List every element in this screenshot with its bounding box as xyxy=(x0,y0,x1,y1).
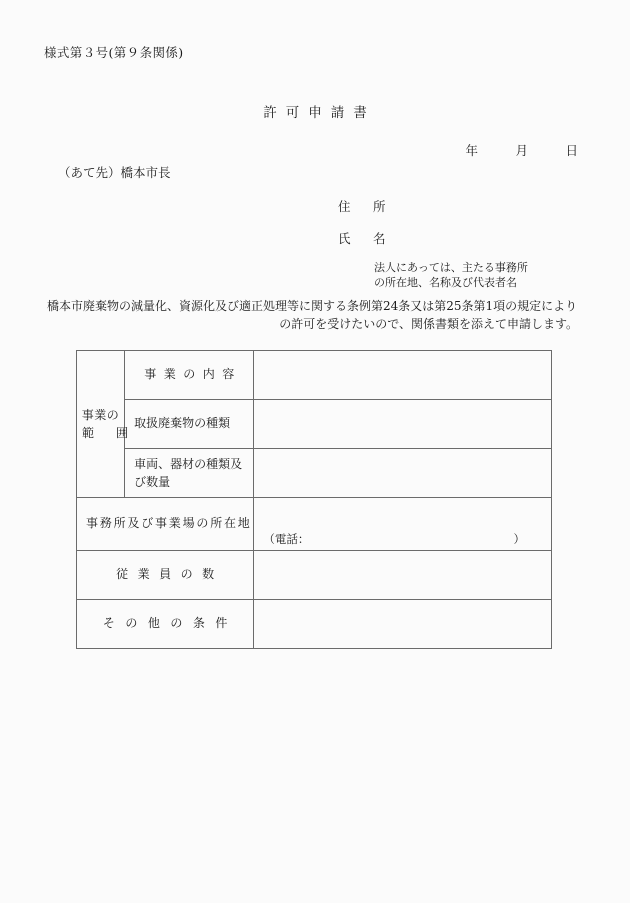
table-row xyxy=(77,400,552,449)
label-office-location: 事務所及び事業場の所在地 xyxy=(86,516,252,531)
label-cell-waste-type xyxy=(125,400,254,449)
application-table xyxy=(76,350,552,649)
table-row xyxy=(77,449,552,498)
value-other-conditions[interactable] xyxy=(254,594,551,654)
input-cell-office-location[interactable] xyxy=(254,498,552,551)
label-employee-count: 従業員の数 xyxy=(116,567,224,582)
label-cell-vehicle-equipment xyxy=(125,449,254,498)
scope-label-cell xyxy=(77,351,134,498)
telephone-field[interactable] xyxy=(254,498,551,550)
value-vehicle-equipment[interactable] xyxy=(254,443,551,503)
label-other-conditions: その他の条件 xyxy=(102,616,238,631)
applicant-name-label: 氏 名 xyxy=(338,231,391,246)
scope-label-line-2: 範 囲 xyxy=(82,426,134,440)
telephone-label: （電話： xyxy=(263,532,310,546)
table-row xyxy=(77,498,552,551)
label-cell-employee-count xyxy=(77,551,254,600)
body-paragraph-line-2: の許可を受けたいので、関係書類を添えて申請します。 xyxy=(279,317,578,331)
telephone-close-paren: ） xyxy=(513,532,525,546)
input-cell-waste-type[interactable] xyxy=(254,400,552,449)
body-paragraph-line-1: 橋本市廃棄物の減量化、資源化及び適正処理等に関する条例第24条又は第25条第1項の規定により xyxy=(47,299,578,313)
label-vehicle-equipment: 車両、器材の種類及び数量 xyxy=(134,457,243,489)
corporate-note-line-2: の所在地、名称及び代表者名 xyxy=(374,275,517,289)
table-row xyxy=(77,551,552,600)
page-title: 許可申請書 xyxy=(263,105,376,121)
input-cell-other-conditions[interactable] xyxy=(254,600,552,649)
label-cell-office-location xyxy=(77,498,254,551)
input-cell-business-content[interactable] xyxy=(254,351,552,400)
label-business-content: 事業の内容 xyxy=(144,367,242,382)
date-line: 年 月 日 xyxy=(465,143,578,158)
label-waste-type: 取扱廃棄物の種類 xyxy=(134,416,231,431)
table-row xyxy=(77,351,552,400)
label-cell-business-content xyxy=(125,351,254,400)
table-row xyxy=(77,600,552,649)
corporate-note-line-1: 法人にあっては、主たる事務所 xyxy=(374,261,528,274)
addressee-line: （あて先）橋本市長 xyxy=(58,165,171,180)
input-cell-vehicle-equipment[interactable] xyxy=(254,449,552,498)
body-paragraph xyxy=(47,297,592,333)
input-cell-employee-count[interactable] xyxy=(254,551,552,600)
form-number: 様式第３号(第９条関係) xyxy=(44,45,184,60)
scope-label-line-1: 事業の xyxy=(81,408,120,422)
applicant-address-label: 住 所 xyxy=(338,199,391,214)
corporate-note xyxy=(374,261,528,291)
applicant-block xyxy=(338,197,528,291)
label-cell-other-conditions xyxy=(77,600,254,649)
